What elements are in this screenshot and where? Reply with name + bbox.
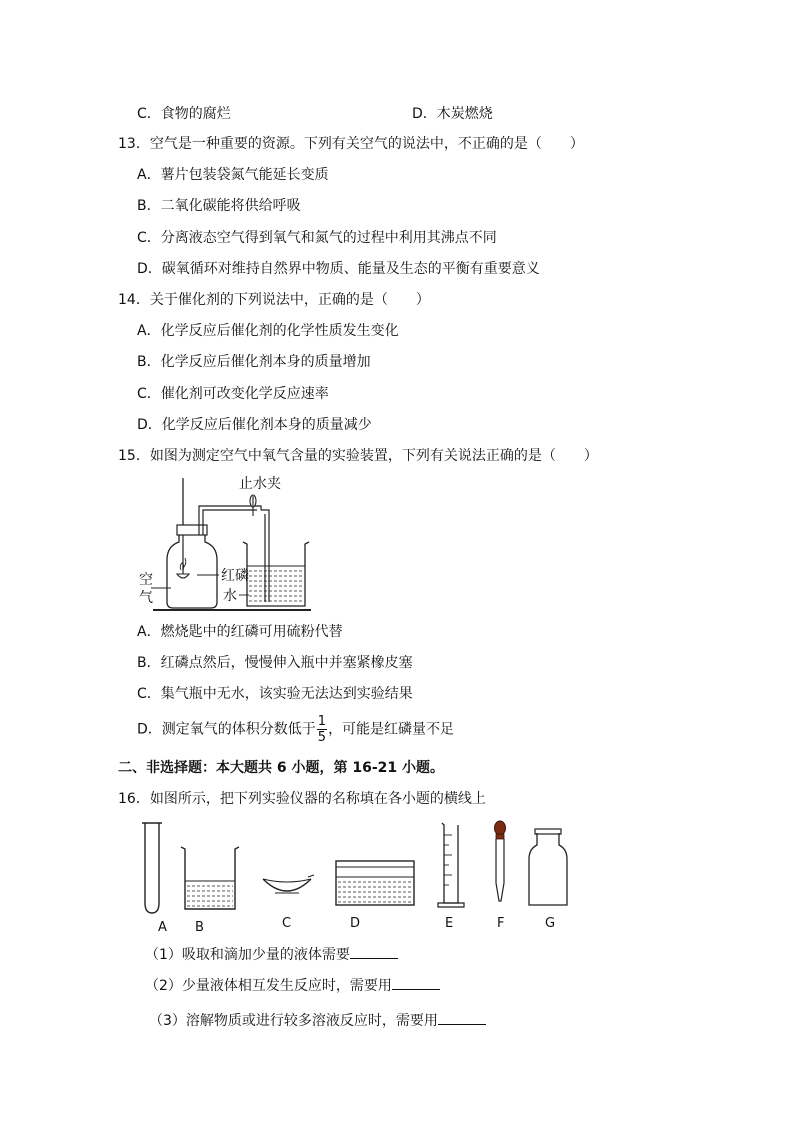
q14-option-a: A．化学反应后催化剂的化学性质发生变化 xyxy=(137,323,399,339)
q13-option-c: C．分离液态空气得到氧气和氮气的过程中利用其沸点不同 xyxy=(137,230,497,246)
oxygen-experiment-apparatus xyxy=(135,470,315,615)
q14-option-b: B．化学反应后催化剂本身的质量增加 xyxy=(137,354,371,370)
lab-instruments-figure xyxy=(135,815,575,940)
q15-stem: 15．如图为测定空气中氧气含量的实验装置，下列有关说法正确的是（ ） xyxy=(118,448,598,464)
instrument-label-d: D xyxy=(350,916,361,931)
q13-stem: 13．空气是一种重要的资源。下列有关空气的说法中，不正确的是（ ） xyxy=(118,136,584,152)
fraction-numerator: 1 xyxy=(317,714,327,729)
q16-subquestion-2 xyxy=(145,976,440,996)
q15-option-b: B．红磷点然后，慢慢伸入瓶中并塞紧橡皮塞 xyxy=(137,655,413,671)
q16-stem: 16．如图所示，把下列实验仪器的名称填在各小题的横线上 xyxy=(118,791,486,807)
instrument-label-a: A xyxy=(158,920,167,935)
q16-subquestion-1 xyxy=(145,945,398,965)
q13-option-b: B．二氧化碳能将供给呼吸 xyxy=(137,198,301,214)
q15-option-c: C．集气瓶中无水，该实验无法达到实验结果 xyxy=(137,686,413,702)
q14-option-c: C．催化剂可改变化学反应速率 xyxy=(137,386,329,402)
instrument-label-c: C xyxy=(282,916,292,931)
section-2-heading: 二、非选择题：本大题共 6 小题，第 16-21 小题。 xyxy=(118,760,445,776)
instrument-label-g: G xyxy=(545,916,556,931)
q15-option-d-prefix: D．测定氧气的体积分数低于 xyxy=(137,721,316,738)
subquestion-1-text: （1）吸取和滴加少量的液体需要 xyxy=(145,947,350,963)
q15-option-a: A．燃烧匙中的红磷可用硫粉代替 xyxy=(137,624,343,640)
q15-option-d-suffix: ，可能是红磷量不足 xyxy=(328,721,455,738)
instrument-label-f: F xyxy=(497,916,505,931)
air-label-bottom: 气 xyxy=(139,590,153,606)
q14-stem: 14．关于催化剂的下列说法中，正确的是（ ） xyxy=(118,292,430,308)
answer-blank-2[interactable] xyxy=(392,976,440,990)
subquestion-2-text: （2）少量液体相互发生反应时，需要用 xyxy=(145,978,392,994)
q13-option-d: D．碳氧循环对维持自然界中物质、能量及生态的平衡有重要意义 xyxy=(137,261,540,277)
q15-option-d xyxy=(137,714,454,745)
q16-subquestion-3 xyxy=(149,1011,486,1031)
q13-option-a: A．薯片包装袋氮气能延长变质 xyxy=(137,167,329,183)
answer-blank-1[interactable] xyxy=(350,945,398,959)
water-label: 水 xyxy=(223,588,237,604)
phosphorus-label: 红磷 xyxy=(221,568,249,584)
one-fifth-fraction xyxy=(317,714,327,745)
fraction-denominator: 5 xyxy=(317,730,327,745)
instrument-label-b: B xyxy=(195,920,204,935)
subquestion-3-text: （3）溶解物质或进行较多溶液反应时，需要用 xyxy=(149,1013,438,1029)
air-label-top: 空 xyxy=(139,572,153,588)
q14-option-d: D．化学反应后催化剂本身的质量减少 xyxy=(137,417,372,433)
q12-option-d: D．木炭燃烧 xyxy=(412,106,493,122)
answer-blank-3[interactable] xyxy=(438,1011,486,1025)
q12-option-c: C．食物的腐烂 xyxy=(137,106,231,122)
instrument-label-e: E xyxy=(445,916,454,931)
clamp-label: 止水夹 xyxy=(239,476,281,492)
